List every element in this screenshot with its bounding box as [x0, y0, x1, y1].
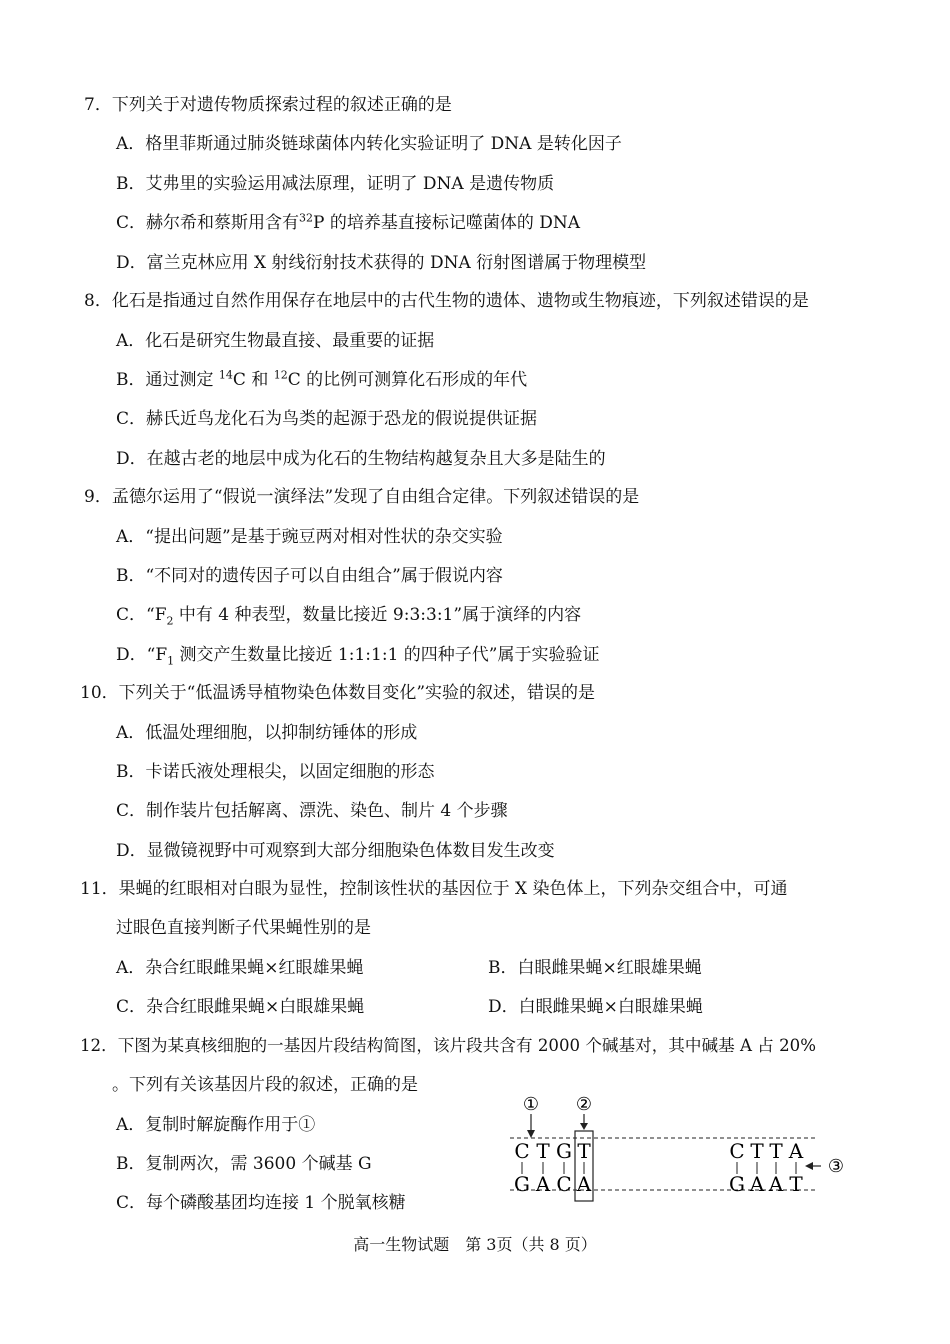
- question-11-option-d[interactable]: D．白眼雌果蝇×白眼雄果蝇: [488, 997, 703, 1017]
- base-bottom-right-4: T: [789, 1172, 803, 1196]
- base-top-left-2: T: [536, 1139, 550, 1163]
- question-10-option-d[interactable]: D．显微镜视野中可观察到大部分细胞染色体数目发生改变: [116, 841, 555, 861]
- base-bottom-right-2: A: [749, 1172, 765, 1196]
- question-7-option-c[interactable]: C．赫尔希和蔡斯用含有$^{32}$P 的培养基直接标记噬菌体的 DNA: [116, 211, 581, 233]
- question-7-option-d[interactable]: D．富兰克林应用 X 射线衍射技术获得的 DNA 衍射图谱属于物理模型: [116, 253, 647, 273]
- label-3: ③: [827, 1156, 845, 1177]
- question-11-option-c[interactable]: C．杂合红眼雌果蝇×白眼雄果蝇: [116, 997, 365, 1017]
- base-top-left-1: C: [514, 1139, 530, 1163]
- base-bottom-left-1: G: [514, 1172, 530, 1196]
- question-7-option-b[interactable]: B．艾弗里的实验运用减法原理，证明了 DNA 是遗传物质: [116, 174, 555, 194]
- base-top-right-4: A: [788, 1139, 804, 1163]
- base-bottom-left-3: C: [556, 1172, 572, 1196]
- base-bottom-right-3: A: [768, 1172, 784, 1196]
- question-12-option-b[interactable]: B．复制两次，需 3600 个碱基 G: [116, 1154, 372, 1174]
- arrow-2-icon: [580, 1123, 588, 1130]
- base-bottom-right-1: G: [729, 1172, 745, 1196]
- question-9-option-a[interactable]: A．“提出问题”是基于豌豆两对相对性状的杂交实验: [116, 527, 503, 547]
- base-top-left-4: T: [577, 1139, 591, 1163]
- base-top-right-1: C: [729, 1139, 745, 1163]
- question-10-option-a[interactable]: A．低温处理细胞，以抑制纺锤体的形成: [116, 723, 418, 743]
- question-11-stem-continued: 过眼色直接判断子代果蝇性别的是: [116, 918, 371, 938]
- question-12-stem: 12．下图为某真核细胞的一基因片段结构简图，该片段共含有 2000 个碱基对，其中碱基 A 占 20%: [80, 1036, 816, 1055]
- gene-fragment-diagram: [505, 1090, 850, 1205]
- page-footer: 高一生物试题 第 3页（共 8 页）: [353, 1235, 597, 1254]
- question-7-stem: 7．下列关于对遗传物质探索过程的叙述正确的是: [84, 95, 452, 115]
- question-8-stem: 8．化石是指通过自然作用保存在地层中的古代生物的遗体、遗物或生物痕迹，下列叙述错误的是: [84, 291, 809, 311]
- question-8-option-c[interactable]: C．赫氏近鸟龙化石为鸟类的起源于恐龙的假说提供证据: [116, 409, 538, 429]
- arrow-1-icon: [527, 1130, 535, 1138]
- base-bottom-left-4: A: [576, 1172, 592, 1196]
- question-8-option-a[interactable]: A．化石是研究生物最直接、最重要的证据: [116, 331, 435, 351]
- question-10-option-b[interactable]: B．卡诺氏液处理根尖，以固定细胞的形态: [116, 762, 435, 782]
- question-10-option-c[interactable]: C．制作装片包括解离、漂洗、染色、制片 4 个步骤: [116, 801, 508, 821]
- question-11-stem: 11．果蝇的红眼相对白眼为显性，控制该性状的基因位于 X 染色体上，下列杂交组合中，可通: [80, 879, 788, 899]
- question-7-option-a[interactable]: A．格里菲斯通过肺炎链球菌体内转化实验证明了 DNA 是转化因子: [116, 134, 622, 154]
- arrow-3-icon: [805, 1162, 813, 1170]
- question-10-stem: 10．下列关于“低温诱导植物染色体数目变化”实验的叙述，错误的是: [80, 683, 596, 703]
- question-8-option-d[interactable]: D．在越古老的地层中成为化石的生物结构越复杂且大多是陆生的: [116, 449, 606, 469]
- base-top-right-3: T: [769, 1139, 783, 1163]
- label-2: ②: [575, 1094, 593, 1115]
- question-9-option-b[interactable]: B．“不同对的遗传因子可以自由组合”属于假说内容: [116, 566, 503, 586]
- label-1: ①: [522, 1094, 540, 1115]
- question-8-option-b[interactable]: B．通过测定 $^{14}$C 和 $^{12}$C 的比例可测算化石形成的年代: [116, 368, 528, 390]
- base-top-left-3: G: [556, 1139, 572, 1163]
- question-11-option-a[interactable]: A．杂合红眼雌果蝇×红眼雄果蝇: [116, 958, 364, 978]
- question-9-option-d[interactable]: D．“$F_1$ 测交产生数量比接近 1:1:1:1 的四种子代”属于实验验证: [116, 645, 600, 668]
- base-top-right-2: T: [750, 1139, 764, 1163]
- question-9-stem: 9．孟德尔运用了“假说一演绎法”发现了自由组合定律。下列叙述错误的是: [84, 487, 640, 507]
- question-11-option-b[interactable]: B．白眼雌果蝇×红眼雄果蝇: [488, 958, 702, 978]
- base-bottom-left-2: A: [535, 1172, 551, 1196]
- question-12-stem-continued: 。下列有关该基因片段的叙述，正确的是: [112, 1075, 418, 1095]
- question-12-option-c[interactable]: C．每个磷酸基团均连接 1 个脱氧核糖: [116, 1193, 406, 1213]
- question-12-option-a[interactable]: A．复制时解旋酶作用于①: [116, 1115, 316, 1135]
- question-9-option-c[interactable]: C．“$F_2$ 中有 4 种表型，数量比接近 9:3:3:1”属于演绎的内容: [116, 605, 582, 628]
